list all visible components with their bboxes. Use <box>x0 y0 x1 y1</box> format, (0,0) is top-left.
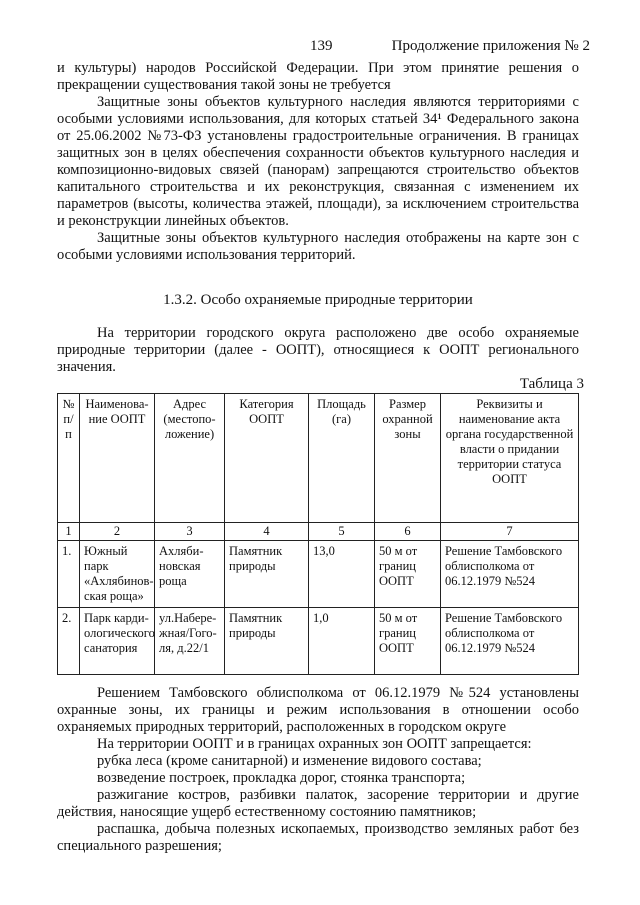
table-row <box>58 541 579 608</box>
column-number: 7 <box>441 523 579 541</box>
table-cell: Ахляби-новская роща <box>155 541 225 608</box>
paragraph: Решением Тамбовского облисполкома от 06.12.1979 №524 установлены охранные зоны, их границы и режим использования в отношении особо охраняемых природных территорий, расположенных в городском округе <box>57 685 579 735</box>
table-cell: 1,0 <box>309 608 375 675</box>
table-cell: ул.Набере-жная/Гого-ля, д.22/1 <box>155 608 225 675</box>
paragraph: распашка, добыча полезных ископаемых, производство земляных работ без специального разрешения; <box>57 821 579 854</box>
table-cell: Памятник природы <box>225 541 309 608</box>
paragraph: рубка леса (кроме санитарной) и изменение видового состава; <box>97 753 482 769</box>
column-number: 4 <box>225 523 309 541</box>
table-cell: Южный парк «Ахлябинов-ская роща» <box>80 541 155 608</box>
section-text <box>57 325 579 376</box>
table-row <box>58 608 579 675</box>
column-number: 2 <box>80 523 155 541</box>
table-header-cell: Площадь (га) <box>309 394 375 523</box>
paragraph: разжигание костров, разбивки палаток, засорение территории и другие действия, наносящие ущерб естественному состоянию памятников; <box>57 787 579 820</box>
table-cell: 1. <box>58 541 80 608</box>
column-number-row <box>58 523 579 541</box>
table-cell: Решение Тамбовского облисполкома от 06.12.1979 №524 <box>441 541 579 608</box>
column-number: 6 <box>375 523 441 541</box>
table-cell: Решение Тамбовского облисполкома от 06.12.1979 №524 <box>441 608 579 675</box>
paragraph: На территории городского округа расположено две особо охраняемые природные территории (далее - ООПТ), относящиеся к ООПТ регионального значения. <box>57 325 579 375</box>
table-cell: 50 м от границ ООПТ <box>375 541 441 608</box>
table-header-cell: Реквизиты и наименование акта органа государственной власти о придании территории статуса ООПТ <box>441 394 579 523</box>
column-number: 1 <box>58 523 80 541</box>
table-header-cell: Наименова-ние ООПТ <box>80 394 155 523</box>
table-cell: Памятник природы <box>225 608 309 675</box>
closing-text <box>57 685 579 855</box>
section-title: 1.3.2. Особо охраняемые природные территории <box>163 292 473 308</box>
appendix-continuation: Продолжение приложения № 2 <box>391 38 590 54</box>
table-header-cell: № п/п <box>58 394 80 523</box>
page-header <box>310 38 590 55</box>
table-header-cell: Размер охранной зоны <box>375 394 441 523</box>
paragraph: возведение построек, прокладка дорог, стоянка транспорта; <box>97 770 466 786</box>
column-number: 5 <box>309 523 375 541</box>
table-cell: Парк карди-ологического санатория <box>80 608 155 675</box>
intro-text <box>57 60 579 264</box>
paragraph: и культуры) народов Российской Федерации. При этом принятие решения о прекращении существования такой зоны не требуется <box>57 60 579 93</box>
page-number: 139 <box>310 38 333 54</box>
paragraph: Защитные зоны объектов культурного наследия являются территориями с особыми условиями использования, для которых статьей 34¹ Федерального закона от 25.06.2002 №73-ФЗ установлены градостроительные ограничения. В границах защитных зон в целях обеспечения сохранности объектов культурного наследия и композиционно-видовых связей (панорам) запрещаются строительство объектов капитального строительства и их реконструкция, связанная с изменением их параметров (высоты, количества этажей, площади), за исключением строительства и реконструкции линейных объектов. <box>57 94 579 229</box>
table-cell: 13,0 <box>309 541 375 608</box>
paragraph: Защитные зоны объектов культурного наследия отображены на карте зон с особыми условиями использования территорий. <box>57 230 579 263</box>
table-cell: 50 м от границ ООПТ <box>375 608 441 675</box>
table-cell: 2. <box>58 608 80 675</box>
table-header-row <box>58 394 579 523</box>
table-caption: Таблица 3 <box>519 376 584 392</box>
oopt-table <box>57 393 579 675</box>
table-header-cell: Адрес (местопо-ложение) <box>155 394 225 523</box>
table-header-cell: Категория ООПТ <box>225 394 309 523</box>
column-number: 3 <box>155 523 225 541</box>
paragraph: На территории ООПТ и в границах охранных зон ООПТ запрещается: <box>97 736 532 752</box>
